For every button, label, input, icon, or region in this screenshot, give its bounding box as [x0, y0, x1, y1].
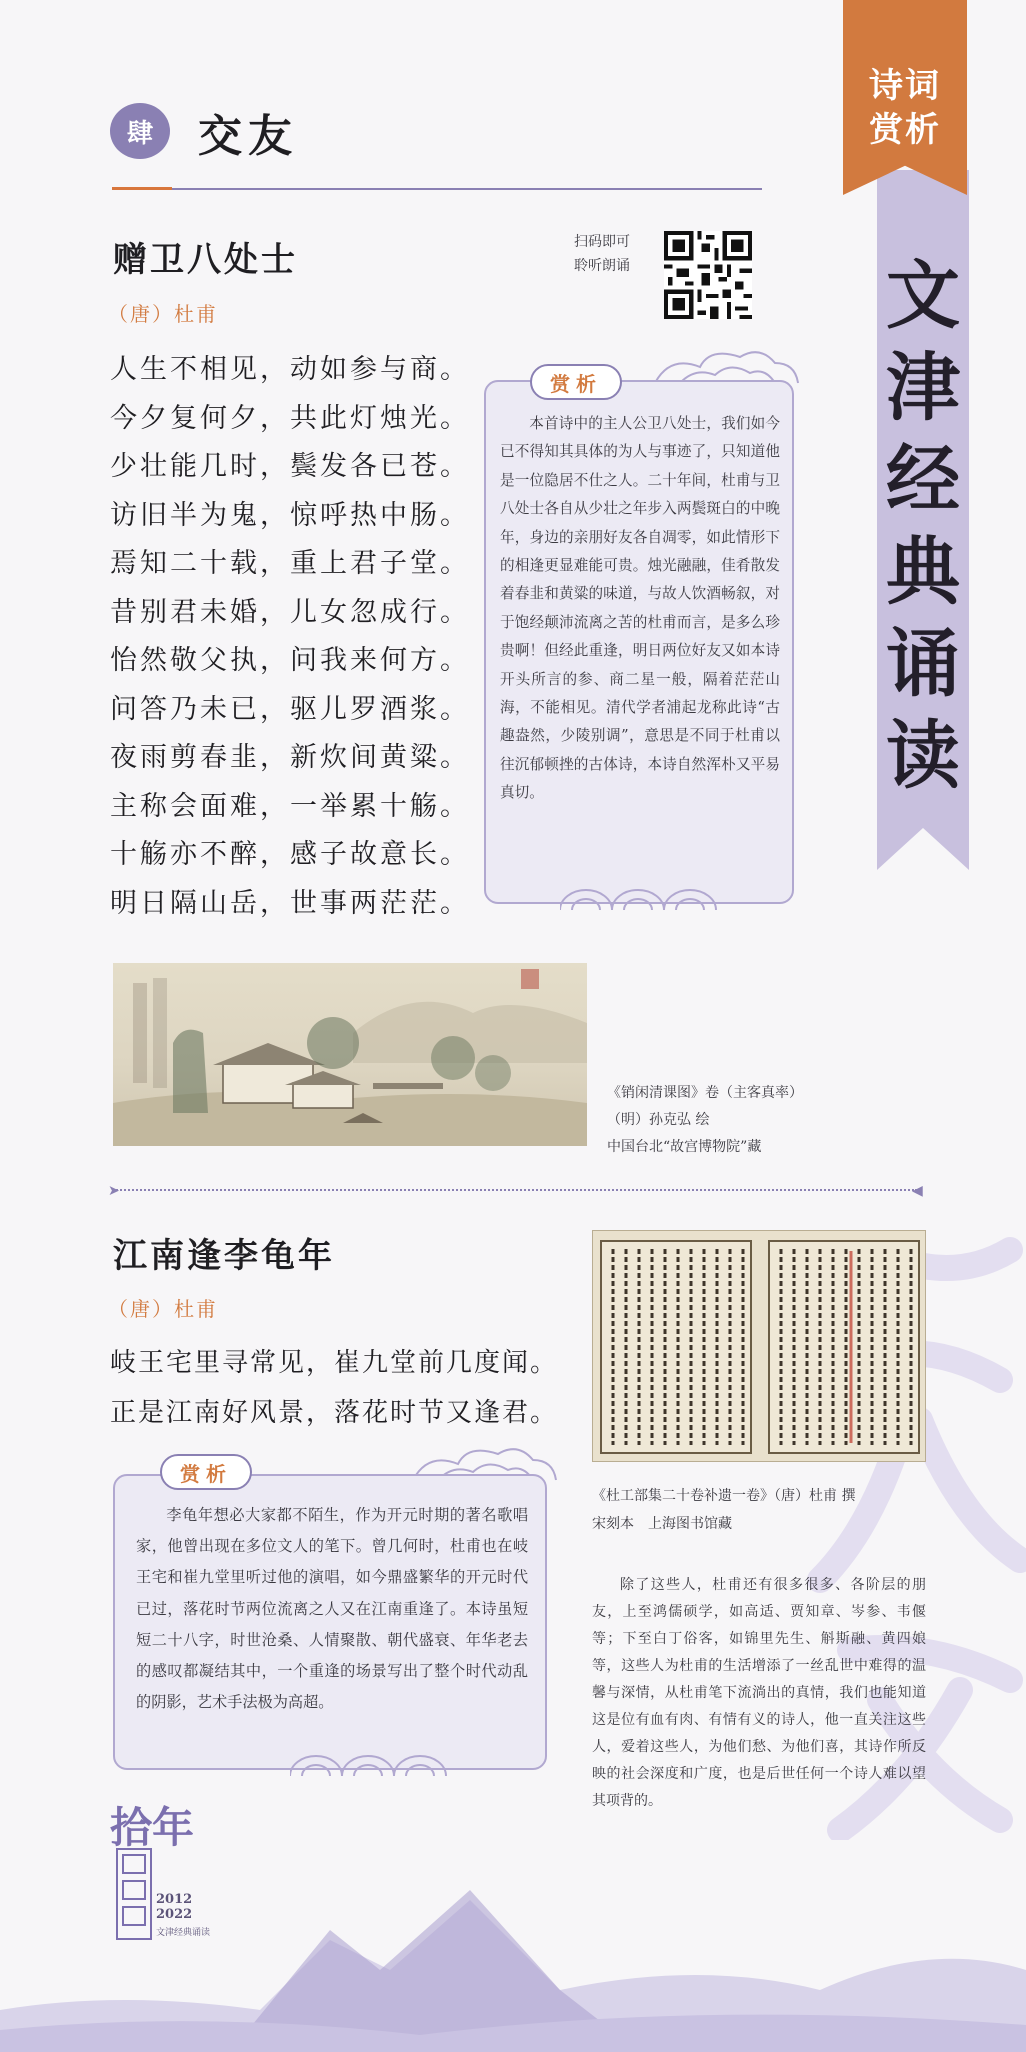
poem-line: 主称会面难，一举累十觞。	[110, 790, 470, 822]
divider-arrow-icon: ◀	[912, 1183, 923, 1199]
poem1-analysis-text: 本首诗中的主人公卫八处士，我们如今已不得知其具体的为人与事迹了，只知道他是一位隐居不仕之人。二十年间，杜甫与卫八处士各自从少壮之年步入两鬓斑白的中晚年，身边的亲朋好友各自凋零，如此情形下的相逢更显难能可贵。烛光融融，佳肴散发着春韭和黄粱的味道，与故人饮酒畅叙，对于饱经颠沛流离之苦的杜甫而言，是多么珍贵啊！但经此重逢，明日两位好友又如本诗开头所言的参、商二星一般，隔着茫茫山海，不能相见。清代学者浦起龙称此诗“古趣盎然，少陵别调”，意思是不同于杜甫以往沉郁顿挫的古体诗，本诗自然浑朴又平易真切。	[500, 415, 780, 802]
poem1-author: （唐）杜甫	[108, 302, 218, 326]
category-label	[843, 64, 967, 152]
landscape-painting	[113, 963, 587, 1146]
poem2-analysis-tag: 赏析	[160, 1454, 252, 1490]
category-label-line2: 赏析	[869, 110, 941, 150]
poem-line: 少壮能几时，鬓发各已苍。	[110, 451, 470, 482]
friends-paragraph: 除了这些人，杜甫还有很多很多、各阶层的朋友，上至鸿儒硕学，如高适、贾知章、岑参、韦偃等；下至白丁俗客，如锦里先生、斛斯融、黄四娘等，这些人为杜甫的生活增添了一丝乱世中难得的温馨与深情，从杜甫笔下流淌出的真情，我们也能知道这是位有血有肉、有情有义的诗人，他一直关注这些人，爱着这些人，为他们愁、为他们喜，其诗作所反映的社会深度和广度，也是后世任何一个诗人难以望其项背的。	[592, 1577, 926, 1809]
section-number-badge: 肆	[110, 103, 170, 159]
poem-line: 正是江南好风景，落花时节又逢君。	[110, 1398, 559, 1428]
category-label-line1: 诗词	[869, 66, 941, 106]
banner-char: 读	[886, 713, 960, 799]
poem2-author: （唐）杜甫	[108, 1297, 218, 1321]
banner-char: 津	[886, 345, 960, 431]
divider-arrow-icon: ➤	[108, 1183, 120, 1199]
painting-caption-line: 中国台北“故宫博物院”藏	[607, 1139, 762, 1155]
poem1-analysis-tag: 赏析	[530, 364, 622, 400]
poem-line: 访旧半为鬼，惊呼热中肠。	[110, 499, 470, 531]
logo-year-start: 2012	[156, 1892, 193, 1907]
qr-caption-line2: 聆听朗诵	[574, 258, 630, 274]
poem1-body	[110, 346, 470, 928]
poem-divider	[113, 1189, 917, 1191]
banner-vertical-title	[843, 250, 1003, 802]
poem-line: 今夕复何夕，共此灯烛光。	[110, 402, 470, 434]
logo-years	[156, 1892, 192, 1922]
poem-line: 问答乃未已，驱儿罗酒浆。	[110, 693, 470, 725]
poem1-title: 赠卫八处士	[113, 240, 298, 280]
poem-line: 昔别君未婚，儿女忽成行。	[110, 596, 470, 628]
poem-line: 怡然敬父执，问我来何方。	[110, 645, 470, 676]
book-caption-line: 《杜工部集二十卷补遗一卷》（唐）杜甫 撰	[592, 1488, 856, 1504]
anniversary-logo-title: 拾年	[110, 1803, 195, 1852]
banner-char: 文	[886, 253, 960, 339]
section-divider	[172, 188, 762, 190]
qr-caption-line1: 扫码即可	[574, 234, 630, 250]
wave-decoration	[290, 1752, 450, 1778]
banner-char: 经	[886, 437, 960, 523]
painting-caption-line: 《销闲清课图》卷（主客真率）	[607, 1085, 803, 1101]
logo-year-end: 2022	[156, 1907, 193, 1922]
logo-subtitle: 文津经典诵读	[156, 1928, 211, 1938]
section-divider-accent	[112, 187, 172, 190]
poem2-title: 江南逢李龟年	[113, 1236, 335, 1276]
book-page-image	[592, 1230, 926, 1462]
painting-caption	[607, 1080, 803, 1161]
cloud-decoration	[650, 345, 800, 385]
painting-caption-line: （明）孙克弘 绘	[607, 1112, 710, 1128]
banner-char: 诵	[886, 621, 960, 707]
poem-line: 岐王宅里寻常见，崔九堂前几度闻。	[110, 1348, 559, 1378]
poem-line: 夜雨剪春韭，新炊间黄粱。	[110, 742, 470, 773]
book-caption-line: 宋刻本 上海图书馆藏	[592, 1516, 732, 1532]
logo-seal-icon	[116, 1848, 152, 1940]
poem-line: 人生不相见，动如参与商。	[110, 354, 470, 385]
section-title: 交友	[198, 111, 298, 162]
poem2-body	[110, 1338, 558, 1438]
poem2-analysis-text: 李龟年想必大家都不陌生，作为开元时期的著名歌唱家，他曾出现在多位文人的笔下。曾几何时，杜甫也在岐王宅和崔九堂里听过他的演唱，如今鼎盛繁华的开元时代已过，落花时节两位流离之人又在江南重逢了。本诗虽短短二十八字，时世沧桑、人情聚散、朝代盛衰、年华老去的感叹都凝结其中，一个重逢的场景写出了整个时代动乱的阴影，艺术手法极为高超。	[136, 1506, 528, 1712]
qr-code-icon[interactable]	[664, 231, 752, 319]
poem-line: 焉知二十载，重上君子堂。	[110, 548, 470, 579]
qr-caption	[574, 230, 630, 278]
poem-line: 十觞亦不醉，感子故意长。	[110, 839, 470, 870]
book-caption	[592, 1482, 855, 1538]
poem-line: 明日隔山岳，世事两茫茫。	[110, 887, 470, 919]
banner-char: 典	[886, 529, 960, 615]
wave-decoration	[560, 886, 720, 912]
